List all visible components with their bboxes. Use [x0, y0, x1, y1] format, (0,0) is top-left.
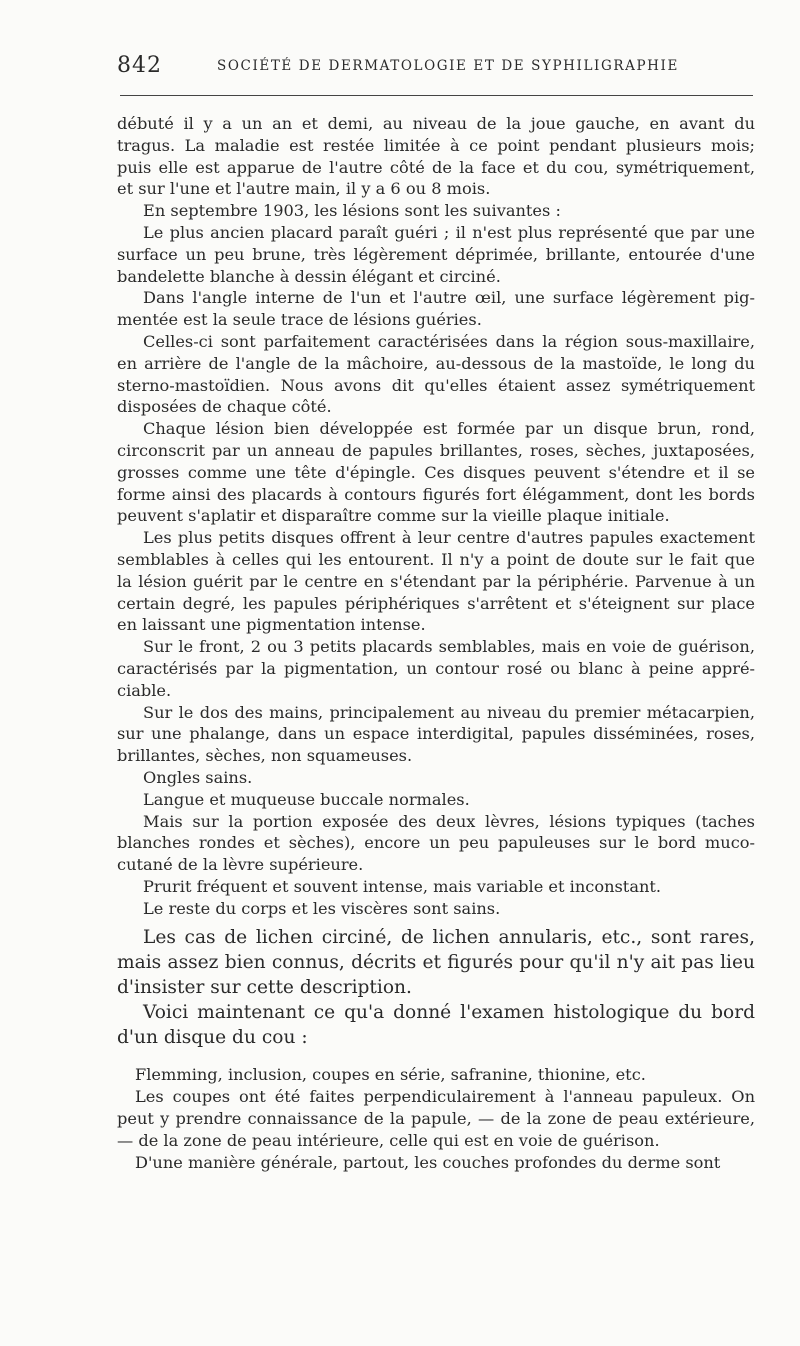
text-line: ciable.	[117, 680, 172, 700]
text-line: Ongles sains.	[143, 767, 253, 787]
text-line: cutané de la lèvre supérieure.	[117, 855, 364, 875]
paragraph	[117, 287, 755, 331]
paragraph	[117, 789, 755, 811]
paragraph	[117, 811, 755, 876]
paragraph	[117, 222, 755, 287]
text-line: Dans l'angle interne de l'un et l'autre œil, une surface légèrement pig-	[143, 288, 755, 308]
text-line: disposées de chaque côté.	[117, 397, 332, 417]
text-line: Le plus ancien placard paraît guéri ; il n'est plus représenté que par une	[143, 222, 755, 242]
text-line: Langue et muqueuse buccale normales.	[143, 789, 470, 809]
text-line: Mais sur la portion exposée des deux lèvres, lésions typiques (taches	[143, 811, 755, 831]
text-line: d'insister sur cette description.	[117, 977, 412, 999]
text-line: d'un disque du cou :	[117, 1027, 308, 1049]
text-line: grosses comme une tête d'épingle. Ces disques peuvent s'étendre et il se	[117, 462, 755, 482]
text-line: peuvent s'aplatir et disparaître comme sur la vieille plaque initiale.	[117, 506, 670, 526]
paragraph	[117, 925, 755, 1000]
text-line: D'une manière générale, partout, les couches profondes du derme sont	[135, 1152, 721, 1172]
text-line: puis elle est apparue de l'autre côté de la face et du cou, symétriquement,	[117, 157, 755, 177]
text-line: Les coupes ont été faites perpendiculairement à l'anneau papuleux. On	[135, 1087, 755, 1107]
text-line: débuté il y a un an et demi, au niveau de la joue gauche, en avant du	[117, 114, 755, 133]
text-line: sterno-mastoïdien. Nous avons dit qu'elles étaient assez symétriquement	[117, 375, 755, 395]
paragraph	[117, 418, 755, 527]
text-line: Sur le dos des mains, principalement au niveau du premier métacarpien,	[143, 702, 755, 722]
text-line: surface un peu brune, très légèrement déprimée, brillante, entourée d'une	[117, 244, 755, 264]
text-line: et sur l'une et l'autre main, il y a 6 ou 8 mois.	[117, 179, 491, 199]
paragraph	[117, 767, 755, 789]
paragraph	[117, 527, 755, 636]
header-rule	[120, 95, 753, 96]
text-line: Les cas de lichen circiné, de lichen annularis, etc., sont rares,	[143, 927, 755, 949]
text-line: mentée est la seule trace de lésions guéries.	[117, 310, 482, 330]
text-line: Celles-ci sont parfaitement caractérisées dans la région sous-maxillaire,	[143, 331, 755, 351]
text-line: — de la zone de peau intérieure, celle qui est en voie de guérison.	[117, 1130, 660, 1150]
text-line: forme ainsi des placards à contours figurés fort élégamment, dont les bords	[117, 484, 755, 504]
text-line: blanches rondes et sèches), encore un peu papuleuses sur le bord muco-	[117, 833, 755, 853]
paragraph	[117, 1086, 755, 1151]
text-line: certain degré, les papules périphériques s'arrêtent et s'éteignent sur place	[117, 593, 755, 613]
text-line: brillantes, sèches, non squameuses.	[117, 746, 413, 766]
text-line: en laissant une pigmentation intense.	[117, 615, 426, 635]
text-line: Le reste du corps et les viscères sont sains.	[143, 898, 501, 918]
text-line: Chaque lésion bien développée est formée par un disque brun, rond,	[143, 419, 755, 439]
paragraph	[117, 200, 755, 222]
paragraph	[117, 702, 755, 767]
paragraph	[117, 113, 755, 200]
text-line: Les plus petits disques offrent à leur centre d'autres papules exactement	[143, 528, 755, 548]
observation-section	[117, 113, 755, 919]
text-line: Prurit fréquent et souvent intense, mais variable et inconstant.	[143, 876, 662, 896]
text-line: sur une phalange, dans un espace interdigital, papules disséminées, roses,	[117, 724, 755, 744]
text-line: caractérisés par la pigmentation, un contour rosé ou blanc à peine appré-	[117, 658, 755, 678]
body-text	[117, 113, 755, 1173]
text-line: Sur le front, 2 ou 3 petits placards semblables, mais en voie de guérison,	[143, 637, 755, 657]
text-line: Voici maintenant ce qu'a donné l'examen histologique du bord	[143, 1002, 755, 1024]
text-line: tragus. La maladie est restée limitée à ce point pendant plusieurs mois;	[117, 135, 755, 155]
paragraph	[117, 1000, 755, 1050]
text-line: circonscrit par un anneau de papules brillantes, roses, sèches, juxtaposées,	[117, 440, 755, 460]
running-header	[117, 53, 753, 85]
paragraph	[117, 1152, 755, 1174]
paragraph	[117, 898, 755, 920]
running-title: SOCIÉTÉ DE DERMATOLOGIE ET DE SYPHILIGRAPHIE	[217, 58, 679, 74]
text-line: En septembre 1903, les lésions sont les suivantes :	[143, 201, 561, 221]
text-line: bandelette blanche à dessin élégant et circiné.	[117, 266, 501, 286]
text-line: mais assez bien connus, décrits et figurés pour qu'il n'y ait pas lieu	[117, 952, 755, 974]
paragraph	[117, 1064, 755, 1086]
commentary-section	[117, 925, 755, 1050]
text-line: en arrière de l'angle de la mâchoire, au-dessous de la mastoïde, le long du	[117, 353, 755, 373]
histology-section	[117, 1064, 755, 1173]
paragraph	[117, 636, 755, 701]
text-line: Flemming, inclusion, coupes en série, safranine, thionine, etc.	[135, 1065, 646, 1085]
page-number: 842	[117, 53, 162, 78]
paragraph	[117, 876, 755, 898]
paragraph	[117, 331, 755, 418]
text-line: semblables à celles qui les entourent. Il n'y a point de doute sur le fait que	[117, 549, 755, 569]
text-line: la lésion guérit par le centre en s'étendant par la périphérie. Parvenue à un	[117, 571, 755, 591]
text-line: peut y prendre connaissance de la papule, — de la zone de peau extérieure,	[117, 1109, 755, 1129]
